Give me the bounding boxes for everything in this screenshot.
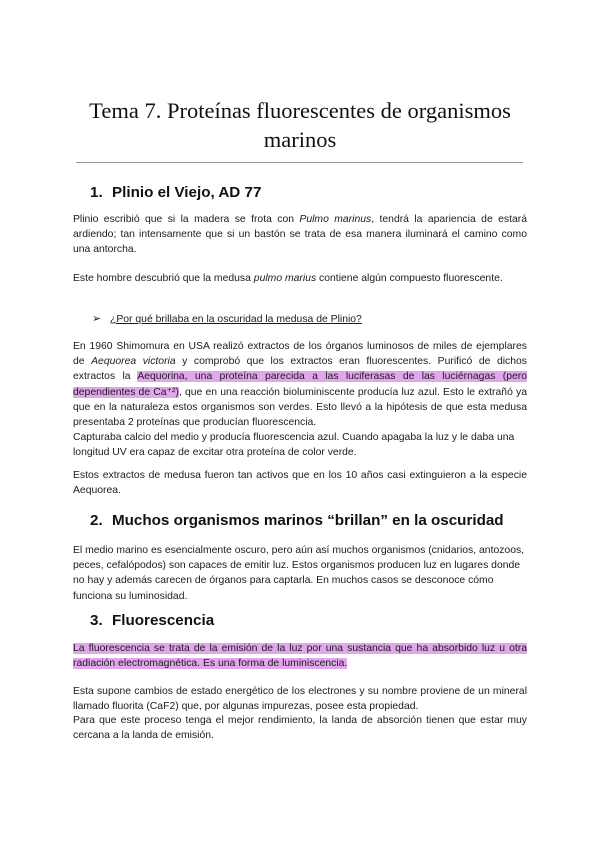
- title-line-2: marinos: [263, 127, 337, 152]
- paragraph-extractos: Estos extractos de medusa fueron tan activos que en los 10 años casi extinguieron a la especie Aequorea.: [73, 470, 527, 497]
- section-number: 2.: [90, 512, 103, 529]
- species-name: Pulmo marinus: [299, 214, 372, 225]
- question-text: ¿Por qué brillaba en la oscuridad la medusa de Plinio?: [110, 314, 362, 325]
- section-heading-3: [90, 611, 214, 631]
- section-title: Fluorescencia: [112, 612, 215, 629]
- paragraph-definicion: [73, 641, 527, 671]
- section-heading-1: [90, 183, 261, 203]
- text-run: , tendrá la apariencia de estará ardiendo; tan intensamente que si un bastón se trata de esa manera iluminará el camino como una antorcha.: [73, 214, 527, 256]
- section-heading-2: [90, 511, 504, 531]
- section-number: 1.: [90, 184, 103, 201]
- paragraph-medio-marino: El medio marino es esencialmente oscuro, pero aún así muchos organismos (cnidarios, antozoos, peces, cefalópodos) son capaces de emitir luz. Estos organismos producen luz en lugares donde no hay y además carecen de órganos para captarla. En muchos casos se desconoce cómo funciona su luminosidad.: [73, 545, 525, 602]
- paragraph-rendimiento: Para que este proceso tenga el mejor rendimiento, la landa de absorción tienen que estar muy cercana a la landa de emisión.: [73, 715, 527, 742]
- section-title: Plinio el Viejo, AD 77: [112, 184, 262, 201]
- paragraph-plinio: [73, 212, 527, 258]
- paragraph-calcio: Capturaba calcio del medio y producía fluorescencia azul. Cuando apagaba la luz y le daba una longitud UV era capaz de excitar otra proteína de color verde.: [73, 432, 515, 459]
- text-run: , que en una reacción bioluminiscente producía luz azul. Esto le extrañó ya que en la naturaleza estos organismos son verdes. Esto llevó a la hipótesis de que esta medusa presentaba 2 proteínas que producían fluorescencia.: [73, 386, 527, 429]
- section-number: 3.: [90, 612, 103, 629]
- page-title: [60, 96, 540, 154]
- paragraph-fluorita: Esta supone cambios de estado energético de los electrones y su nombre proviene de un mineral llamado fluorita (CaF2) que, por algunas impurezas, posee esta propiedad.: [73, 686, 527, 713]
- highlighted-text: Aequorina, una proteína parecida a las luciferasas de las luciérnagas (pero dependientes de Ca⁺²): [73, 371, 527, 398]
- arrow-bullet-icon: ➢: [92, 313, 102, 325]
- bullet-question: [92, 312, 362, 327]
- title-line-1: Tema 7. Proteínas fluorescentes de organismos: [89, 98, 511, 123]
- title-divider: [76, 162, 523, 163]
- text-run: y comprobó que los extractos eran fluorescentes. Purificó de dichos extractos la: [73, 356, 527, 383]
- text-run: En 1960 Shimomura en USA realizó extractos de los órganos luminosos de miles de ejemplares de: [73, 341, 527, 368]
- paragraph-shimomura: [73, 339, 527, 430]
- species-name: Aequorea victoria: [91, 356, 176, 368]
- text-run: Plinio escribió que si la madera se frota con: [73, 214, 300, 225]
- species-name: pulmo marius: [253, 273, 317, 284]
- highlighted-text: La fluorescencia se trata de la emisión de la luz por una sustancia que ha absorbido luz u otra radiación electromagnética. Es una forma de luminiscencia.: [73, 643, 527, 670]
- text-run: contiene algún compuesto fluorescente.: [316, 273, 503, 284]
- section-title: Muchos organismos marinos “brillan” en la oscuridad: [112, 512, 504, 529]
- paragraph-medusa: [73, 271, 527, 286]
- text-run: Este hombre descubrió que la medusa: [73, 273, 254, 284]
